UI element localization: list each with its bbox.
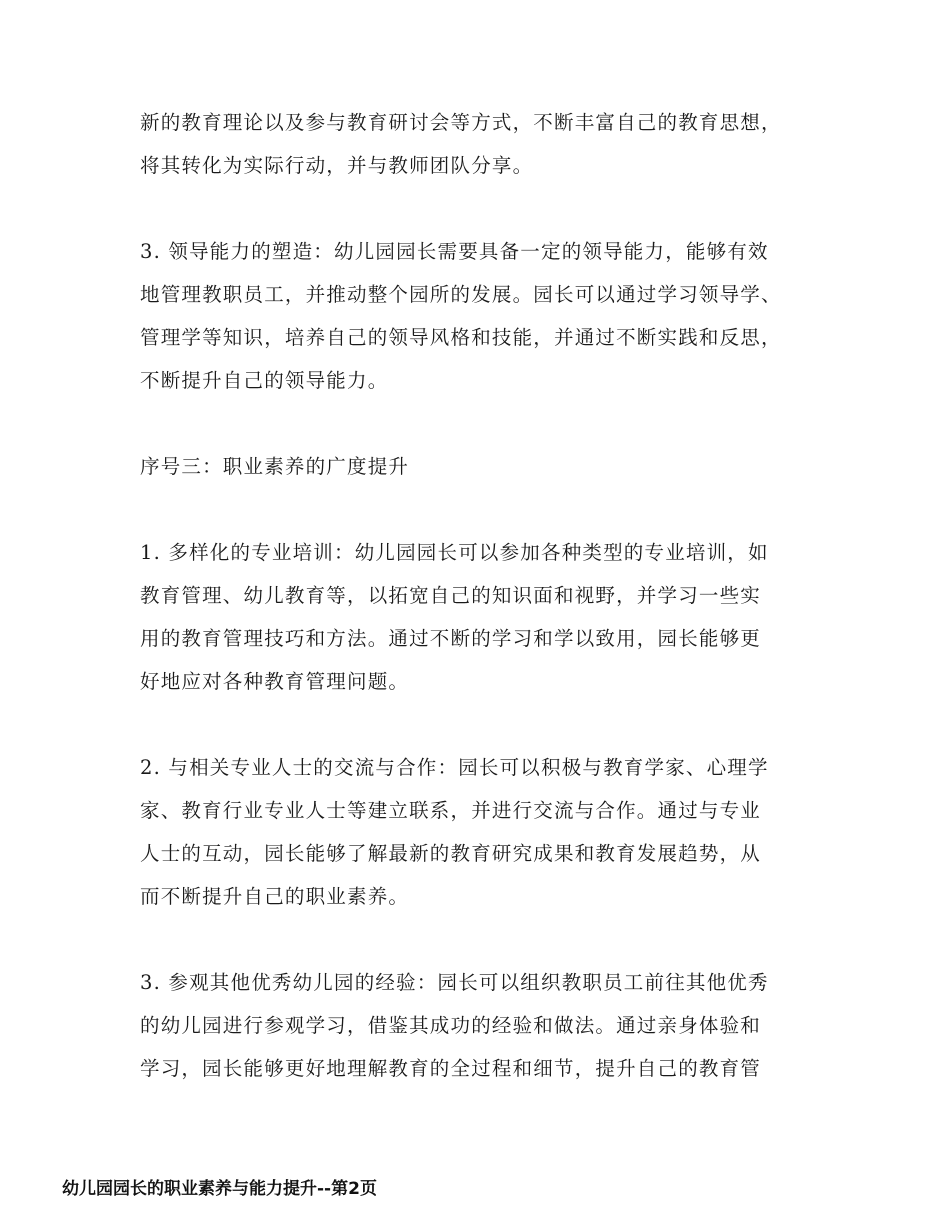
text-line: 学习，园长能够更好地理解教育的全过程和细节，提升自己的教育管 [140, 1057, 762, 1080]
text-line: 的幼儿园进行参观学习，借鉴其成功的经验和做法。通过亲身体验和 [140, 1014, 762, 1037]
text-line: 地管理教职员工，并推动整个园所的发展。园长可以通过学习领导学、 [140, 283, 782, 306]
text-line: 教育管理、幼儿教育等，以拓宽自己的知识面和视野，并学习一些实 [140, 584, 762, 607]
text-line: 人士的互动，园长能够了解最新的教育研究成果和教育发展趋势，从 [140, 842, 762, 865]
list-item-heading: 1. 多样化的专业培训：幼儿园园长可以参加各种类型的专业培训，如 [140, 541, 769, 564]
section-heading: 序号三：职业素养的广度提升 [140, 455, 410, 478]
text-line: 用的教育管理技巧和方法。通过不断的学习和学以致用，园长能够更 [140, 627, 762, 650]
text-line: 新的教育理论以及参与教育研讨会等方式，不断丰富自己的教育思想， [140, 111, 782, 134]
text-line: 好地应对各种教育管理问题。 [140, 670, 410, 693]
list-item-heading: 3. 参观其他优秀幼儿园的经验：园长可以组织教职员工前往其他优秀 [140, 971, 769, 994]
text-line: 而不断提升自己的职业素养。 [140, 885, 410, 908]
text-line: 将其转化为实际行动，并与教师团队分享。 [140, 154, 534, 177]
text-line: 家、教育行业专业人士等建立联系，并进行交流与合作。通过与专业 [140, 799, 762, 822]
list-item-heading: 2. 与相关专业人士的交流与合作：园长可以积极与教育学家、心理学 [140, 756, 769, 779]
text-line: 管理学等知识，培养自己的领导风格和技能，并通过不断实践和反思， [140, 326, 782, 349]
list-item-heading: 3. 领导能力的塑造：幼儿园园长需要具备一定的领导能力，能够有效 [140, 240, 769, 263]
page-footer: 幼儿园园长的职业素养与能力提升--第2页 [62, 1179, 377, 1199]
text-line: 不断提升自己的领导能力。 [140, 369, 389, 392]
